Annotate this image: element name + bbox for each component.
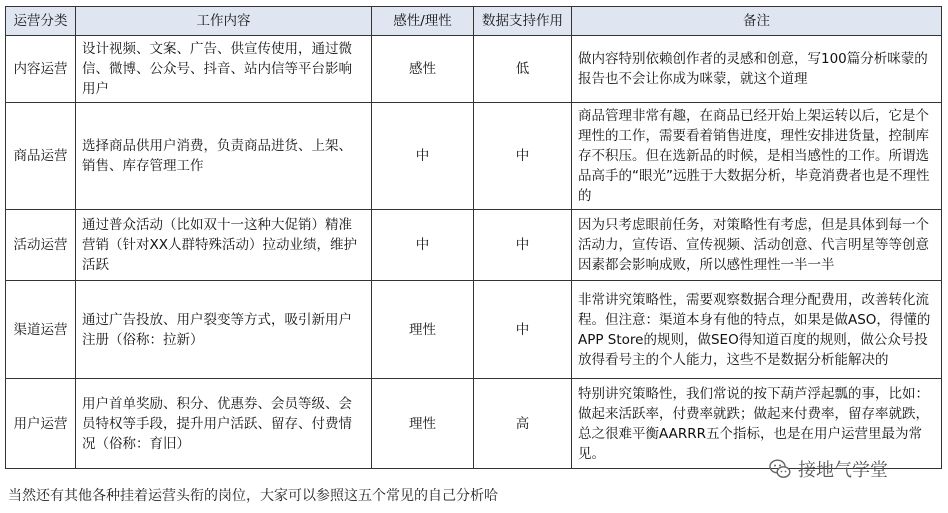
work-cell: 设计视频、文案、广告、供宣传使用，通过微信、微博、公众号、抖音、站内信等平台影响用户	[76, 36, 372, 103]
perception-cell: 感性	[372, 36, 474, 103]
perception-cell: 中	[372, 103, 474, 210]
data-support-cell: 中	[474, 281, 572, 379]
operations-table	[5, 6, 942, 469]
header-category: 运营分类	[6, 7, 76, 36]
category-cell: 内容运营	[6, 36, 76, 103]
watermark-text: 接地气学堂	[798, 460, 888, 481]
perception-cell: 中	[372, 210, 474, 281]
header-data-support: 数据支持作用	[474, 7, 572, 36]
wechat-icon	[768, 457, 792, 481]
data-support-cell: 中	[474, 210, 572, 281]
table-row	[6, 379, 942, 469]
note-cell: 做内容特别依赖创作者的灵感和创意，写100篇分析咪蒙的报告也不会让你成为咪蒙，就这个道理	[572, 36, 942, 103]
data-support-cell: 低	[474, 36, 572, 103]
category-cell: 用户运营	[6, 379, 76, 469]
work-cell: 通过普众活动（比如双十一这种大促销）精准营销（针对XX人群特殊活动）拉动业绩，维护活跃	[76, 210, 372, 281]
note-cell: 因为只考虑眼前任务，对策略性有考虑，但是具体到每一个活动力，宣传语、宣传视频、活动创意、代言明星等等创意因素都会影响成败，所以感性理性一半一半	[572, 210, 942, 281]
work-cell: 用户首单奖励、积分、优惠券、会员等级、会员特权等手段，提升用户活跃、留存、付费情况（俗称：育旧）	[76, 379, 372, 469]
data-support-cell: 高	[474, 379, 572, 469]
perception-cell: 理性	[372, 379, 474, 469]
footer-note: 当然还有其他各种挂着运营头衔的岗位，大家可以参照这五个常见的自己分析哈	[8, 488, 498, 504]
table-row	[6, 210, 942, 281]
table-row	[6, 36, 942, 103]
table-row	[6, 281, 942, 379]
note-cell: 特别讲究策略性，我们常说的按下葫芦浮起瓢的事，比如：做起来活跃率，付费率就跌；做起来付费率，留存率就跌，总之很难平衡AARRR五个指标，也是在用户运营里最为常见。	[572, 379, 942, 469]
category-cell: 商品运营	[6, 103, 76, 210]
data-support-cell: 中	[474, 103, 572, 210]
header-perception: 感性/理性	[372, 7, 474, 36]
table-row	[6, 103, 942, 210]
work-cell: 通过广告投放、用户裂变等方式，吸引新用户注册（俗称：拉新）	[76, 281, 372, 379]
header-work: 工作内容	[76, 7, 372, 36]
header-note: 备注	[572, 7, 942, 36]
category-cell: 渠道运营	[6, 281, 76, 379]
note-cell: 商品管理非常有趣，在商品已经开始上架运转以后，它是个理性的工作，需要看着销售进度，理性安排进货量，控制库存不积压。但在选新品的时候，是相当感性的工作。所谓选品高手的“眼光”远胜于大数据分析，毕竟消费者也是不理性的	[572, 103, 942, 210]
watermark	[768, 456, 888, 482]
perception-cell: 理性	[372, 281, 474, 379]
header-row	[6, 7, 942, 36]
work-cell: 选择商品供用户消费，负责商品进货、上架、销售、库存管理工作	[76, 103, 372, 210]
note-cell: 非常讲究策略性，需要观察数据合理分配费用，改善转化流程。但注意：渠道本身有他的特点，如果是做ASO，得懂的APP Store的规则，做SEO得知道百度的规则，做公众号投放得看号主的个人能力，这些不是数据分析能解决的	[572, 281, 942, 379]
category-cell: 活动运营	[6, 210, 76, 281]
